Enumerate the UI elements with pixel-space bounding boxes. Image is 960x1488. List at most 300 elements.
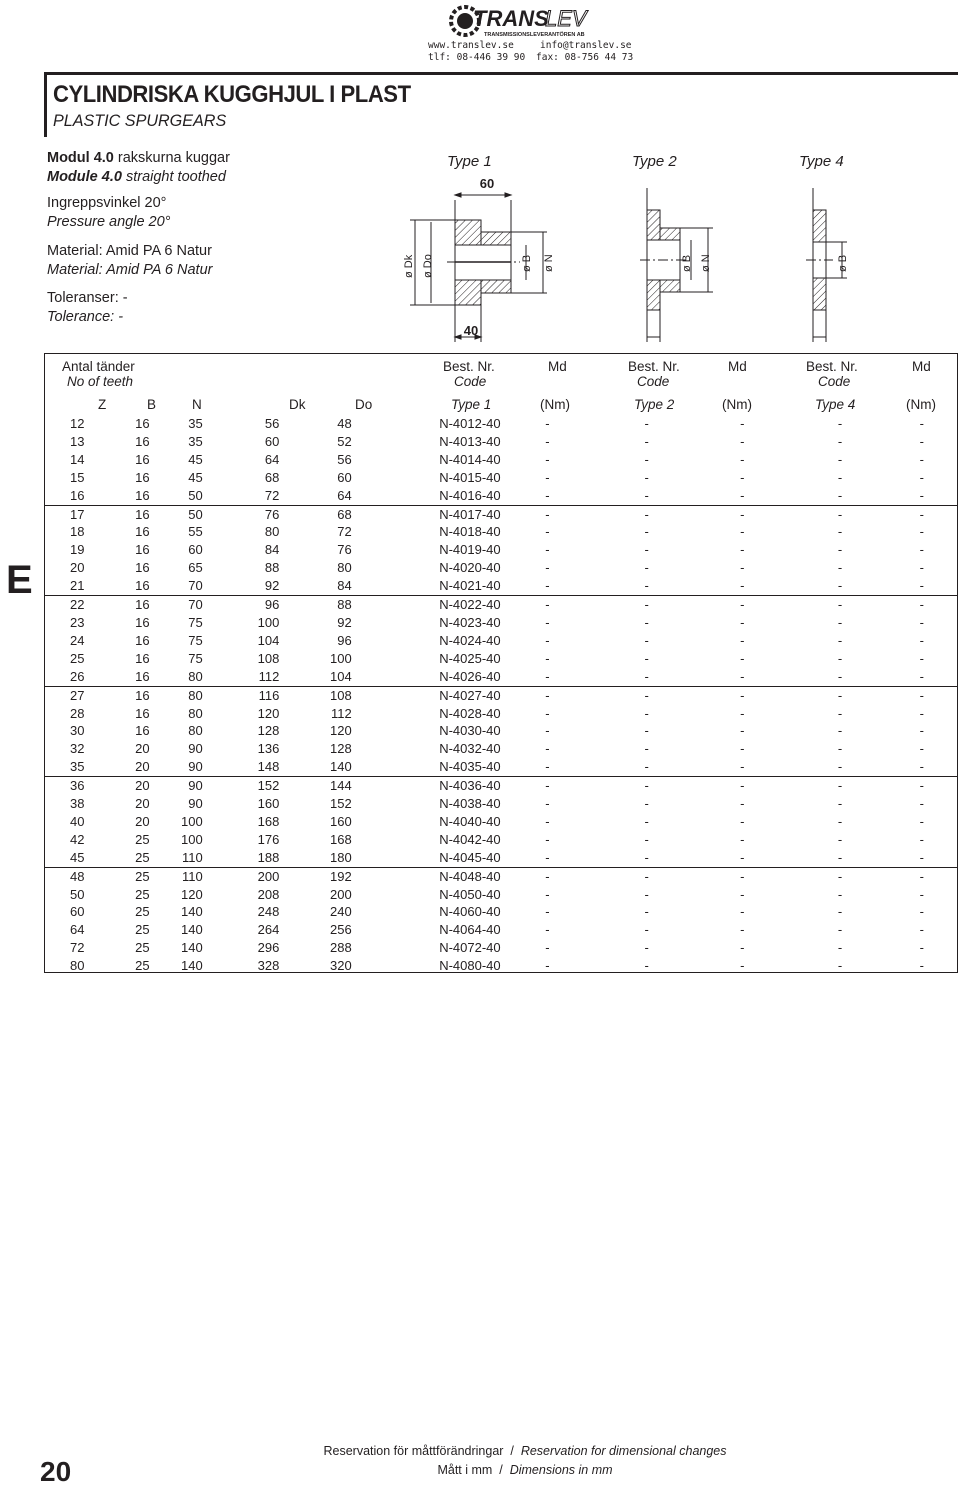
table-cell: - xyxy=(740,650,745,666)
table-cell: 56 xyxy=(337,451,352,467)
table-cell: - xyxy=(740,886,745,902)
table-cell: 16 xyxy=(102,505,155,523)
pressure-angle-spec: Ingreppsvinkel 20° Pressure angle 20° xyxy=(47,195,171,230)
table-cell: - xyxy=(740,632,745,648)
table-cell: - xyxy=(919,886,924,902)
table-cell: - xyxy=(837,813,843,829)
table-cell: - xyxy=(644,849,649,865)
table-cell: - xyxy=(837,578,843,594)
table-cell: - xyxy=(644,940,649,956)
gear-table xyxy=(44,415,958,975)
table-cell: - xyxy=(837,723,843,739)
table-cell: 140 xyxy=(330,759,352,775)
table-cell: 16 xyxy=(135,433,150,449)
table-cell: 26 xyxy=(69,668,85,684)
table-row xyxy=(44,867,958,885)
table-cell: 80 xyxy=(188,668,203,684)
table-cell: - xyxy=(919,831,924,847)
table-cell: - xyxy=(837,759,843,775)
table-row xyxy=(44,433,958,451)
table-cell: - xyxy=(740,469,745,485)
dim-60: 60 xyxy=(479,176,495,191)
table-cell: - xyxy=(545,416,550,431)
table-cell: - xyxy=(644,632,649,648)
table-cell: - xyxy=(545,632,550,648)
table-cell: - xyxy=(919,632,924,648)
table-cell: - xyxy=(644,904,649,920)
table-cell: - xyxy=(644,524,649,540)
table-cell: N-4038-40 xyxy=(439,796,501,812)
table-cell: 16 xyxy=(102,686,155,704)
table-cell: - xyxy=(837,904,843,920)
table-cell: 120 xyxy=(257,705,280,721)
table-cell: - xyxy=(644,433,649,449)
table-cell: 75 xyxy=(188,614,203,630)
table-cell: - xyxy=(740,904,745,920)
table-cell: 16 xyxy=(135,487,150,503)
table-cell: 80 xyxy=(188,723,203,739)
table-row xyxy=(44,469,958,487)
type1-label: Type 1 xyxy=(447,153,492,170)
table-cell: 84 xyxy=(337,578,352,594)
table-cell: - xyxy=(740,614,745,630)
table-cell: 160 xyxy=(330,813,352,829)
table-cell: - xyxy=(545,668,550,684)
table-cell: 68 xyxy=(287,505,361,523)
table-cell: N-4035-40 xyxy=(439,759,501,775)
table-cell: - xyxy=(513,867,580,885)
module-spec: Modul 4.0 rakskurna kuggar Module 4.0 straight toothed xyxy=(47,150,230,185)
table-cell: 22 xyxy=(44,596,102,614)
table-cell: - xyxy=(765,686,863,704)
table-cell: 144 xyxy=(287,777,361,795)
table-cell: 110 xyxy=(181,849,203,865)
table-cell: - xyxy=(919,705,924,721)
table-row xyxy=(44,740,958,758)
do-label: ø Do xyxy=(422,254,434,278)
table-cell: 90 xyxy=(188,759,203,775)
table-cell: 16 xyxy=(135,560,150,576)
table-cell: - xyxy=(837,705,843,721)
table-cell: - xyxy=(919,849,924,865)
table-cell: 72 xyxy=(264,487,280,503)
table-cell: 100 xyxy=(257,614,280,630)
table-cell: N-4016-40 xyxy=(439,487,501,503)
table-cell: N-4026-40 xyxy=(439,668,501,684)
table-row xyxy=(44,505,958,523)
table-cell: 16 xyxy=(135,705,150,721)
table-cell: 80 xyxy=(264,524,280,540)
table-cell: - xyxy=(644,922,649,938)
table-cell: - xyxy=(644,723,649,739)
table-cell: 152 xyxy=(330,796,352,812)
table-cell: - xyxy=(862,867,958,885)
contact-left xyxy=(428,40,525,64)
table-cell: 90 xyxy=(156,777,209,795)
table-cell: - xyxy=(837,831,843,847)
table-cell: N-4030-40 xyxy=(439,723,501,739)
table-cell: N-4080-40 xyxy=(439,958,501,974)
table-cell: 100 xyxy=(181,813,203,829)
table-cell: 20 xyxy=(135,813,150,829)
teeth-header-en: No of teeth xyxy=(67,374,134,389)
table-cell: - xyxy=(669,596,765,614)
table-cell: 65 xyxy=(188,560,203,576)
table-cell: 30 xyxy=(69,723,85,739)
md-header-1: Md xyxy=(548,359,567,374)
table-cell: 48 xyxy=(337,416,352,431)
table-cell: - xyxy=(545,524,550,540)
table-cell: - xyxy=(765,596,863,614)
svg-text:LEV: LEV xyxy=(545,6,587,31)
table-cell: - xyxy=(545,831,550,847)
material-spec: Material: Amid PA 6 Natur Material: Amid PA 6 Natur xyxy=(47,243,213,278)
table-cell: - xyxy=(862,686,958,704)
dk-label: ø Dk xyxy=(403,254,415,278)
table-cell: - xyxy=(919,940,924,956)
title-block xyxy=(44,72,958,137)
table-cell: 25 xyxy=(135,922,150,938)
table-cell: - xyxy=(837,922,843,938)
table-cell: - xyxy=(644,831,649,847)
table-cell: 20 xyxy=(135,759,150,775)
table-row xyxy=(44,777,958,795)
table-row xyxy=(44,577,958,595)
table-cell: - xyxy=(545,542,550,558)
table-row xyxy=(44,886,958,904)
table-cell: 25 xyxy=(135,940,150,956)
table-cell: - xyxy=(545,958,550,974)
table-cell: N-4012-40 xyxy=(439,416,501,431)
table-cell: 100 xyxy=(181,831,203,847)
table-cell: 48 xyxy=(44,867,102,885)
table-cell: 20 xyxy=(102,777,155,795)
table-cell: 25 xyxy=(69,650,85,666)
table-cell: - xyxy=(644,705,649,721)
tolerance-spec: Toleranser: - Tolerance: - xyxy=(47,290,128,325)
table-cell: N-4015-40 xyxy=(439,469,501,485)
table-cell: 80 xyxy=(337,560,352,576)
table-cell: - xyxy=(837,741,843,757)
col-header-type1: Type 1 xyxy=(451,397,492,412)
table-cell: 112 xyxy=(258,668,280,684)
n-label-t2: ø N xyxy=(700,254,712,272)
table-row xyxy=(44,813,958,831)
table-cell: - xyxy=(545,705,550,721)
table-cell: - xyxy=(919,560,924,576)
table-cell: 60 xyxy=(264,433,280,449)
table-cell: N-4050-40 xyxy=(439,886,501,902)
table-cell: 20 xyxy=(135,796,150,812)
col-header-type4: Type 4 xyxy=(815,397,856,412)
table-cell: - xyxy=(919,451,924,467)
table-cell: 35 xyxy=(188,416,203,431)
table-cell: - xyxy=(837,469,843,485)
table-cell: - xyxy=(644,487,649,503)
table-row xyxy=(44,705,958,723)
table-cell: 27 xyxy=(44,686,102,704)
table-cell: 192 xyxy=(287,867,361,885)
table-row xyxy=(44,939,958,957)
table-cell: - xyxy=(513,505,580,523)
table-cell: - xyxy=(545,741,550,757)
table-cell: - xyxy=(545,813,550,829)
table-row xyxy=(44,451,958,469)
table-cell: - xyxy=(740,416,745,431)
table-cell: 108 xyxy=(287,686,361,704)
table-cell: - xyxy=(919,796,924,812)
table-cell: 90 xyxy=(188,796,203,812)
table-cell: - xyxy=(837,849,843,865)
table-cell: 72 xyxy=(69,940,85,956)
table-cell: N-4028-40 xyxy=(439,705,501,721)
table-cell: 208 xyxy=(257,886,280,902)
table-cell: 14 xyxy=(69,451,85,467)
table-cell: - xyxy=(837,668,843,684)
table-row xyxy=(44,903,958,921)
table-cell: - xyxy=(919,542,924,558)
table-cell: - xyxy=(919,524,924,540)
table-cell: - xyxy=(545,940,550,956)
col-header-nm2: (Nm) xyxy=(722,397,752,412)
table-cell: 16 xyxy=(135,524,150,540)
table-cell: - xyxy=(644,813,649,829)
table-cell: 90 xyxy=(188,741,203,757)
table-cell: - xyxy=(919,741,924,757)
table-cell: 128 xyxy=(330,741,352,757)
email-link[interactable]: info@translev.se xyxy=(540,40,632,51)
table-cell: - xyxy=(862,505,958,523)
table-cell: 240 xyxy=(330,904,352,920)
table-cell: - xyxy=(740,433,745,449)
table-cell: 25 xyxy=(135,958,150,974)
table-cell: - xyxy=(837,560,843,576)
table-cell: N-4021-40 xyxy=(439,578,501,594)
page-subtitle: PLASTIC SPURGEARS xyxy=(53,111,227,130)
table-cell: 140 xyxy=(181,958,203,974)
code-header-1: Code xyxy=(454,374,487,389)
table-cell: 288 xyxy=(330,940,352,956)
table-cell: 64 xyxy=(264,451,280,467)
table-cell: 13 xyxy=(69,433,85,449)
table-cell: 140 xyxy=(181,922,203,938)
table-cell: - xyxy=(740,668,745,684)
table-cell: N-4032-40 xyxy=(439,741,501,757)
table-cell: 136 xyxy=(257,741,280,757)
table-cell: - xyxy=(919,487,924,503)
table-cell: 100 xyxy=(330,650,352,666)
contact-right xyxy=(536,40,633,64)
table-cell: 116 xyxy=(209,686,288,704)
table-cell: - xyxy=(580,686,669,704)
code-header-3: Code xyxy=(818,374,851,389)
table-cell: - xyxy=(669,867,765,885)
b-label-t1: ø B xyxy=(521,254,533,272)
table-cell: - xyxy=(644,796,649,812)
table-cell: N-4064-40 xyxy=(439,922,501,938)
col-header-nm1: (Nm) xyxy=(540,397,570,412)
table-cell: - xyxy=(740,723,745,739)
table-cell: - xyxy=(837,650,843,666)
table-cell: 36 xyxy=(44,777,102,795)
table-cell: 28 xyxy=(69,705,85,721)
table-cell: 128 xyxy=(257,723,280,739)
table-cell: - xyxy=(644,578,649,594)
table-cell: - xyxy=(919,723,924,739)
table-cell: - xyxy=(669,505,765,523)
page-number: 20 xyxy=(40,1456,72,1487)
dim-40: 40 xyxy=(463,323,479,338)
table-cell: 55 xyxy=(188,524,203,540)
table-cell: 42 xyxy=(69,831,85,847)
table-cell: - xyxy=(740,451,745,467)
table-cell: - xyxy=(919,614,924,630)
table-cell: - xyxy=(669,777,765,795)
table-cell: - xyxy=(545,849,550,865)
table-cell: N-4014-40 xyxy=(439,451,501,467)
table-cell: 25 xyxy=(135,831,150,847)
table-cell: 248 xyxy=(257,904,280,920)
table-cell: N-4018-40 xyxy=(439,524,501,540)
table-row xyxy=(44,632,958,650)
table-cell: 104 xyxy=(330,668,352,684)
table-cell: N-4042-40 xyxy=(439,831,501,847)
table-cell: N-4013-40 xyxy=(439,433,501,449)
section-letter: E xyxy=(6,558,33,602)
table-cell: N-4072-40 xyxy=(439,940,501,956)
md-header-2: Md xyxy=(728,359,747,374)
table-cell: 60 xyxy=(337,469,352,485)
table-cell: N-4024-40 xyxy=(439,632,501,648)
table-cell: N-4025-40 xyxy=(439,650,501,666)
table-cell: - xyxy=(644,741,649,757)
table-cell: - xyxy=(837,416,843,431)
table-cell: 25 xyxy=(135,904,150,920)
table-cell: 16 xyxy=(135,632,150,648)
table-cell: - xyxy=(919,759,924,775)
page-title: CYLINDRISKA KUGGHJUL I PLAST xyxy=(53,81,411,108)
table-cell: 16 xyxy=(135,542,150,558)
table-cell: - xyxy=(919,469,924,485)
table-cell: 60 xyxy=(188,542,203,558)
table-row xyxy=(44,722,958,740)
table-cell: - xyxy=(580,867,669,885)
table-cell: 148 xyxy=(257,759,280,775)
table-cell: 80 xyxy=(69,958,85,974)
table-cell: - xyxy=(644,650,649,666)
fax-number: fax: 08-756 44 73 xyxy=(536,52,634,63)
table-cell: - xyxy=(644,958,649,974)
table-cell: 68 xyxy=(264,469,280,485)
table-cell: N-4023-40 xyxy=(439,614,501,630)
table-cell: 12 xyxy=(69,416,85,431)
table-cell: - xyxy=(837,542,843,558)
table-row xyxy=(44,795,958,813)
best-nr-header-1: Best. Nr. xyxy=(443,359,495,374)
table-cell: 16 xyxy=(69,487,85,503)
table-cell: 75 xyxy=(188,650,203,666)
type2-label: Type 2 xyxy=(632,153,677,170)
col-header-do: Do xyxy=(355,397,373,412)
n-label-t1: ø N xyxy=(543,254,555,272)
table-cell: - xyxy=(837,487,843,503)
table-cell: - xyxy=(545,922,550,938)
table-cell: - xyxy=(740,705,745,721)
table-cell: - xyxy=(545,560,550,576)
table-row xyxy=(44,668,958,686)
table-cell: - xyxy=(644,542,649,558)
type4-label: Type 4 xyxy=(799,153,844,170)
table-cell: 96 xyxy=(337,632,352,648)
table-cell: 168 xyxy=(257,813,280,829)
table-cell: 76 xyxy=(209,505,288,523)
table-cell: - xyxy=(545,469,550,485)
table-row xyxy=(44,758,958,776)
table-cell: 64 xyxy=(337,487,352,503)
table-cell: - xyxy=(740,940,745,956)
table-cell: N-4017-40 xyxy=(362,505,513,523)
table-cell: 152 xyxy=(209,777,288,795)
table-cell: 80 xyxy=(188,705,203,721)
table-cell: 24 xyxy=(69,632,85,648)
table-cell: - xyxy=(919,650,924,666)
table-cell: - xyxy=(545,487,550,503)
table-cell: - xyxy=(644,614,649,630)
table-row xyxy=(44,650,958,668)
table-row xyxy=(44,415,958,433)
table-cell: - xyxy=(837,886,843,902)
table-cell: 50 xyxy=(156,505,209,523)
table-cell: 104 xyxy=(257,632,280,648)
table-cell: 180 xyxy=(330,849,352,865)
table-cell: - xyxy=(919,578,924,594)
translev-logo xyxy=(448,2,598,40)
table-cell: - xyxy=(919,922,924,938)
table-cell: - xyxy=(740,831,745,847)
table-cell: 70 xyxy=(156,596,209,614)
table-cell: - xyxy=(740,578,745,594)
best-nr-header-3: Best. Nr. xyxy=(806,359,858,374)
table-cell: 264 xyxy=(257,922,280,938)
table-cell: - xyxy=(837,451,843,467)
table-cell: 16 xyxy=(135,723,150,739)
md-header-3: Md xyxy=(912,359,931,374)
table-cell: 200 xyxy=(209,867,288,885)
svg-text:TRANS: TRANS xyxy=(473,6,549,31)
gear-drawings xyxy=(395,170,865,350)
website-link[interactable]: www.translev.se xyxy=(428,40,514,51)
table-cell: 50 xyxy=(69,886,85,902)
table-cell: - xyxy=(545,723,550,739)
table-cell: 296 xyxy=(257,940,280,956)
table-cell: 80 xyxy=(156,686,209,704)
table-cell: - xyxy=(545,614,550,630)
table-cell: 45 xyxy=(188,469,203,485)
table-cell: 168 xyxy=(330,831,352,847)
table-cell: - xyxy=(545,650,550,666)
table-cell: 16 xyxy=(135,469,150,485)
table-cell: - xyxy=(580,777,669,795)
table-cell: - xyxy=(644,759,649,775)
table-cell: 92 xyxy=(337,614,352,630)
table-cell: 56 xyxy=(264,416,280,431)
table-cell: - xyxy=(740,524,745,540)
table-cell: - xyxy=(669,686,765,704)
footer-line1: Reservation för måttförändringar / Reservation for dimensional changes xyxy=(323,1444,727,1458)
table-cell: 60 xyxy=(69,904,85,920)
table-cell: 19 xyxy=(69,542,85,558)
table-cell: 328 xyxy=(257,958,280,974)
